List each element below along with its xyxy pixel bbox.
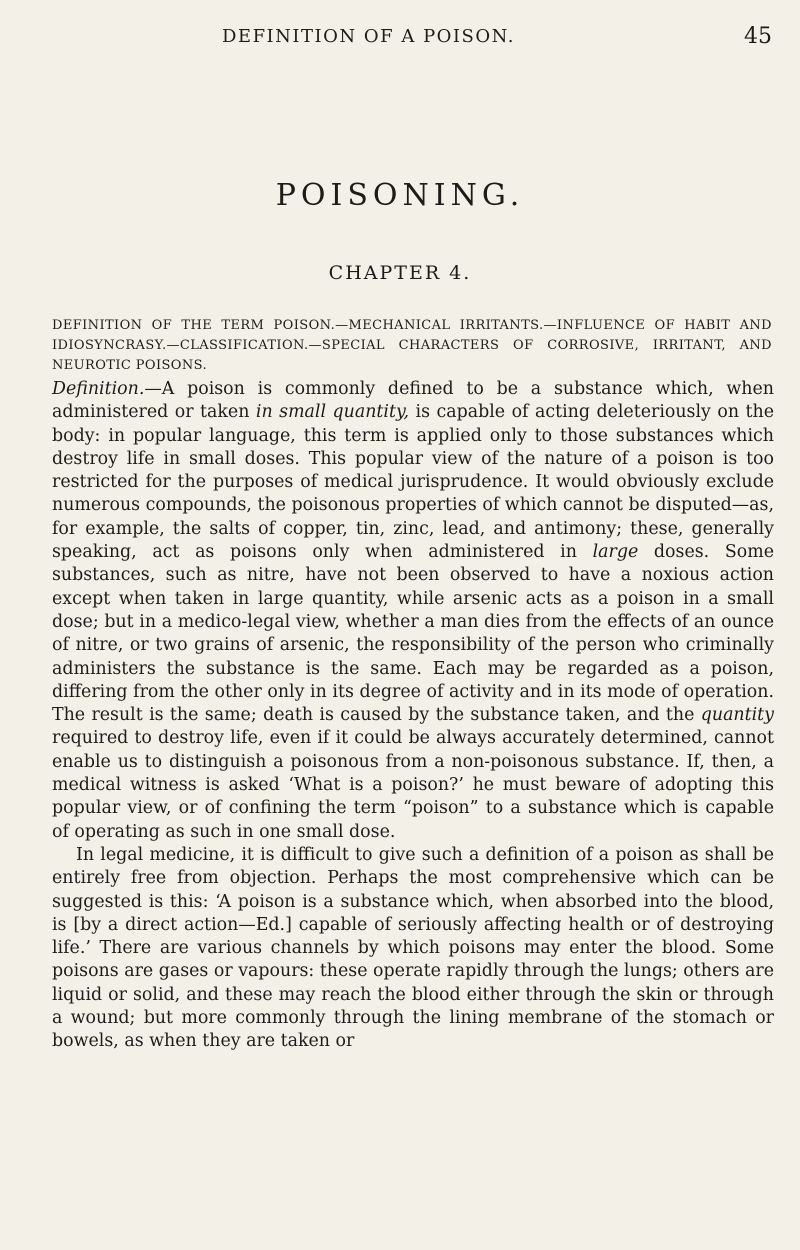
paragraph-lead-definition: Definition. <box>52 379 145 399</box>
running-head: DEFINITION OF A POISON. <box>222 26 515 47</box>
section-title: POISONING. <box>275 178 525 213</box>
chapter-synopsis: DEFINITION OF THE TERM POISON.—MECHANICAL IRRITANTS.—INFLUENCE OF HABIT AND IDIOSYNCRASY.—CLASSIFICATION.—SPECIAL CHARACTERS OF CORROSIVE, IRRITANT, AND NEUROTIC POISONS. <box>52 318 772 373</box>
emphasis-large: large <box>592 542 639 563</box>
body-text <box>52 378 774 1054</box>
paragraph-text: doses. Some substances, such as nitre, have not been observed to have a noxious action except when taken in large quantity, while arsenic acts as a poison in a small dose; but in a medico-legal view, whether a man dies from the effects of an ounce of nitre, or two grains of arsenic, the responsibility of the person who criminally administers the substance is the same. Each may be regarded as a poison, differing from the other only in its degree of activity and in its mode of operation. The result is the same; death is caused by the substance taken, and the <box>52 542 774 726</box>
chapter-heading: CHAPTER 4. <box>328 262 472 284</box>
emphasis-small-quantity: in small quantity, <box>255 402 410 423</box>
emphasis-quantity: quantity <box>700 705 774 726</box>
paragraph-text: —A poison is commonly defined to be a substance which, when administered or taken <box>52 379 774 423</box>
page-number: 45 <box>744 24 772 49</box>
paragraph-text: required to destroy life, even if it could be always accurately determined, cannot enable us to distinguish a poisonous from a non-poisonous substance. If, then, a medical witness is asked ‘What is a poison?’ he must beware of adopting this popular view, or of confining the term “poison” to a substance which is capable of operating as such in one small dose. <box>52 728 774 842</box>
paragraph-legal-medicine: In legal medicine, it is difficult to give such a definition of a poison as shall be entirely free from objection. Perhaps the most comprehensive which can be suggested is this: ‘A poison is a substance which, when absorbed into the blood, is [by a direct action—Ed.] capable of seriously affecting health or of destroying life.’ There are various channels by which poisons may enter the blood. Some poisons are gases or vapours: these operate rapidly through the lungs; others are liquid or solid, and these may reach the blood either through the skin or through a wound; but more commonly through the lining membrane of the stomach or bowels, as when they are taken or <box>52 844 774 1052</box>
paragraph-definition <box>52 378 774 844</box>
paragraph-text: is capable of acting deleteriously on the body: in popular language, this term is applied only to those substances which destroy life in small doses. This popular view of the nature of a poison is too restricted for the purposes of medical jurisprudence. It would obviously exclude numerous compounds, the poisonous properties of which cannot be disputed—as, for example, the salts of copper, tin, zinc, lead, and antimony; these, generally speaking, act as poisons only when administered in <box>52 402 774 563</box>
